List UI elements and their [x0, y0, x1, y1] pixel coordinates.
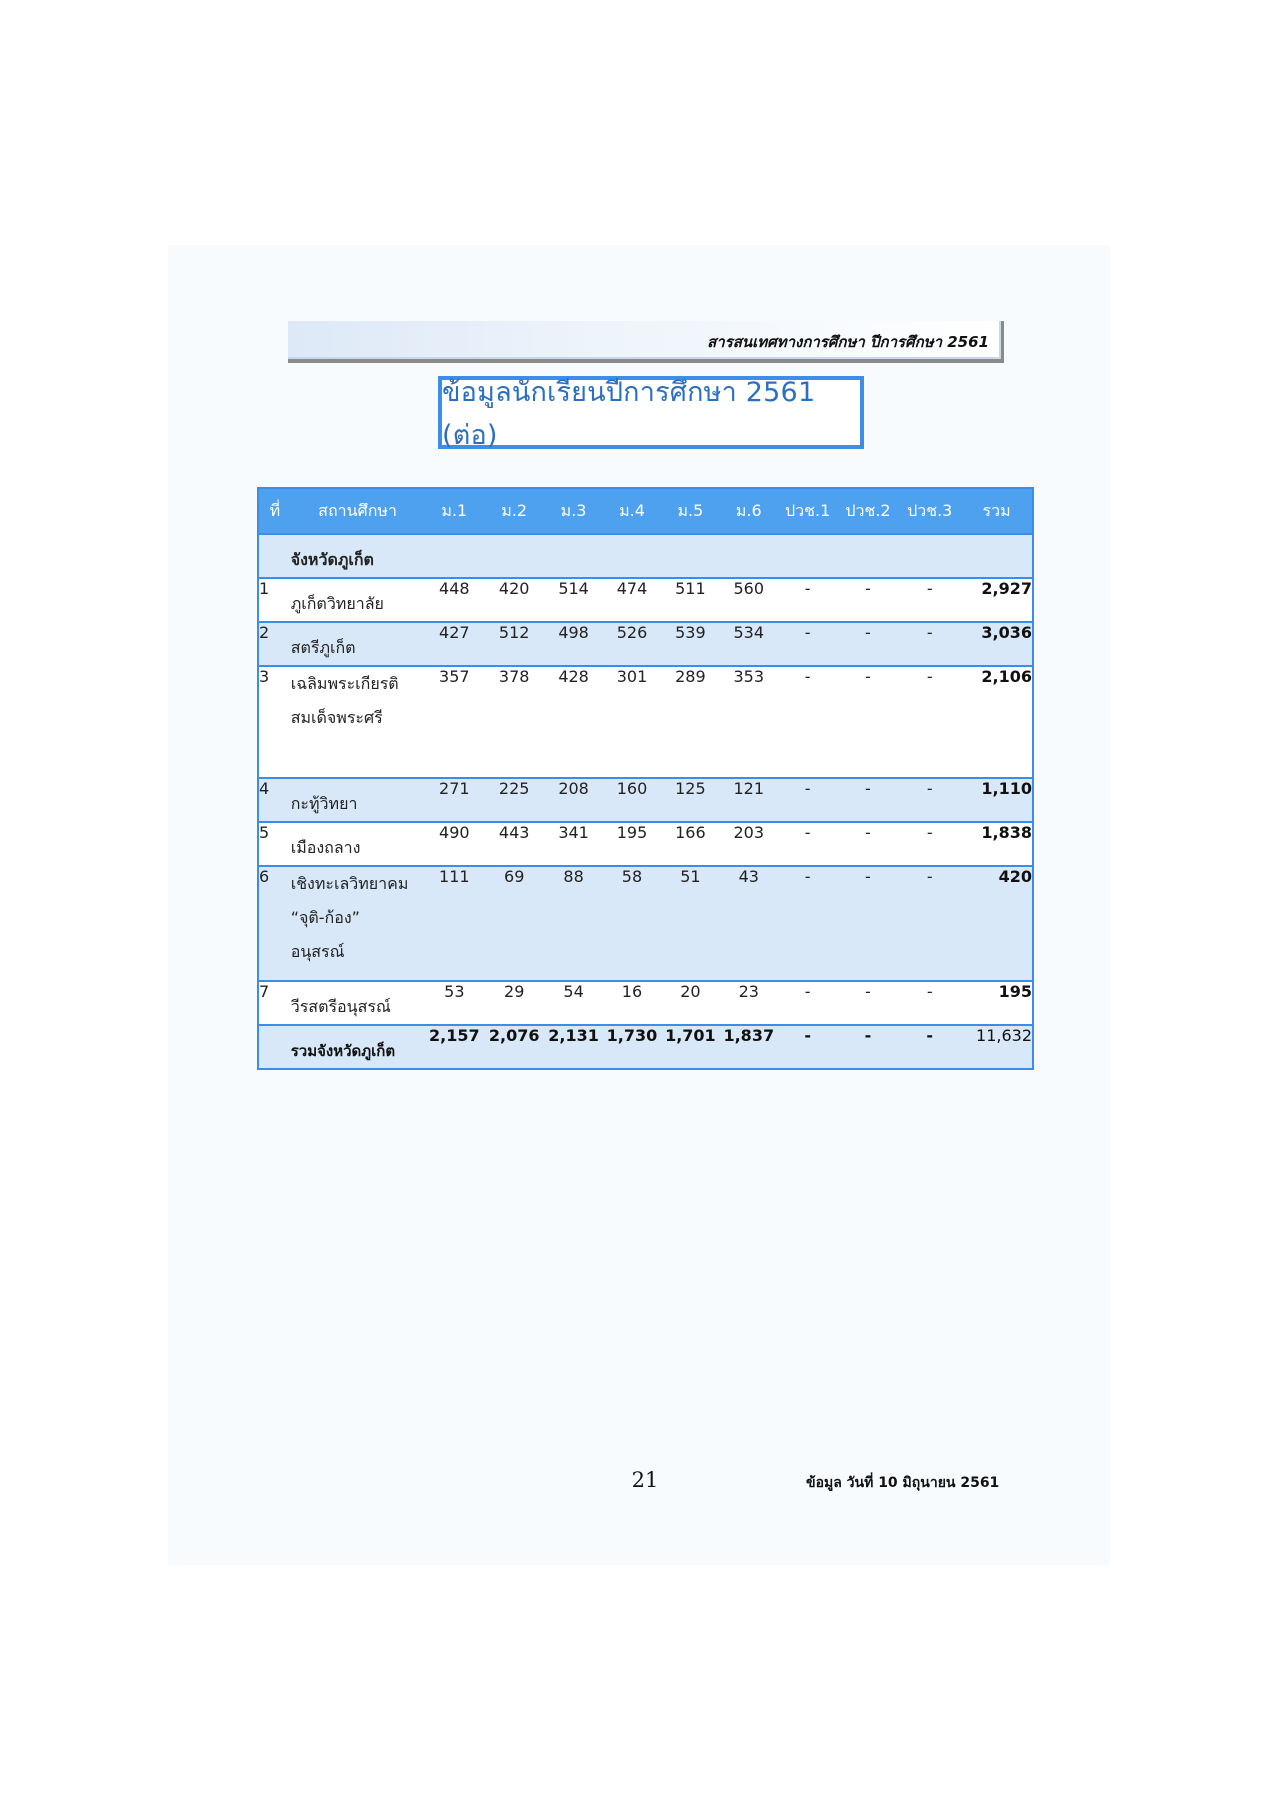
page-title: ข้อมูลนักเรียนปีการศึกษา 2561 (ต่อ)	[442, 376, 816, 451]
cell-m6: 353	[720, 666, 778, 778]
cell-m2: 69	[484, 866, 544, 981]
cell-m1: 490	[424, 822, 484, 866]
cell-m2: 420	[484, 578, 544, 622]
cell-total: 3,036	[961, 622, 1033, 666]
school-name: สตรีภูเก็ต	[291, 622, 425, 666]
cell-m5: 166	[661, 822, 720, 866]
cell-m3: 498	[544, 622, 603, 666]
cell-m3: 208	[544, 778, 603, 822]
total-v3: -	[898, 1025, 961, 1069]
cell-v1: -	[778, 822, 838, 866]
cell-m4: 195	[603, 822, 661, 866]
data-date-note: ข้อมูล วันที่ 10 มิถุนายน 2561	[806, 1475, 1000, 1491]
cell-m4: 474	[603, 578, 661, 622]
col-header-m1: ม.1	[424, 488, 484, 534]
cell-m6: 560	[720, 578, 778, 622]
cell-v1: -	[778, 622, 838, 666]
running-header-text: สารสนเทศทางการศึกษา ปีการศึกษา 2561	[707, 333, 989, 351]
cell-total: 1,110	[961, 778, 1033, 822]
school-name: กะทู้วิทยา	[291, 778, 425, 822]
table-row	[258, 866, 1033, 981]
table-row	[258, 578, 1033, 622]
col-header-school: สถานศึกษา	[291, 488, 425, 534]
cell-m3: 88	[544, 866, 603, 981]
table-row	[258, 622, 1033, 666]
cell-m1: 111	[424, 866, 484, 981]
cell-m3: 341	[544, 822, 603, 866]
cell-m5: 539	[661, 622, 720, 666]
cell-v1: -	[778, 981, 838, 1025]
cell-m1: 427	[424, 622, 484, 666]
school-name-line: เชิงทะเลวิทยาคม	[290, 874, 409, 893]
school-name: ภูเก็ตวิทยาลัย	[291, 578, 425, 622]
cell-m6: 43	[720, 866, 778, 981]
row-no: 2	[258, 622, 291, 666]
running-header	[288, 321, 1004, 363]
col-header-v2: ปวช.2	[838, 488, 899, 534]
table-row	[258, 666, 1033, 778]
page-number: 21	[631, 1468, 659, 1492]
table-row	[258, 778, 1033, 822]
cell-m6: 23	[720, 981, 778, 1025]
school-name: วีรสตรีอนุสรณ์	[291, 981, 425, 1025]
total-v2: -	[838, 1025, 899, 1069]
cell-total: 195	[961, 981, 1033, 1025]
row-no: 4	[258, 778, 291, 822]
total-m4: 1,730	[603, 1025, 661, 1069]
student-data-table	[257, 487, 1034, 1070]
province-name: จังหวัดภูเก็ต	[291, 534, 1033, 578]
cell-v1: -	[778, 666, 838, 778]
cell-v3: -	[898, 866, 961, 981]
cell-m1: 448	[424, 578, 484, 622]
cell-m5: 51	[661, 866, 720, 981]
cell-m2: 378	[484, 666, 544, 778]
cell-v2: -	[838, 778, 899, 822]
cell-m1: 357	[424, 666, 484, 778]
cell-v2: -	[838, 578, 899, 622]
cell-v3: -	[898, 622, 961, 666]
col-header-m3: ม.3	[544, 488, 603, 534]
cell-v3: -	[898, 578, 961, 622]
cell-v2: -	[838, 666, 899, 778]
cell-total: 1,838	[961, 822, 1033, 866]
col-header-v1: ปวช.1	[778, 488, 838, 534]
cell-m2: 512	[484, 622, 544, 666]
province-row	[258, 534, 1033, 578]
cell-m4: 16	[603, 981, 661, 1025]
cell-v1: -	[778, 866, 838, 981]
table-row	[258, 822, 1033, 866]
cell-m4: 301	[603, 666, 661, 778]
row-no: 3	[258, 666, 291, 778]
cell-m2: 225	[484, 778, 544, 822]
col-header-m4: ม.4	[603, 488, 661, 534]
cell-m6: 203	[720, 822, 778, 866]
cell-m5: 289	[661, 666, 720, 778]
school-name-line: สมเด็จพระศรี	[290, 708, 383, 727]
total-m5: 1,701	[661, 1025, 720, 1069]
cell-m3: 54	[544, 981, 603, 1025]
row-no: 6	[258, 866, 291, 981]
cell-m2: 443	[484, 822, 544, 866]
cell-total: 2,106	[961, 666, 1033, 778]
cell-m1: 271	[424, 778, 484, 822]
cell-m3: 514	[544, 578, 603, 622]
cell-v3: -	[898, 778, 961, 822]
cell-m4: 526	[603, 622, 661, 666]
row-no: 7	[258, 981, 291, 1025]
table-row	[258, 981, 1033, 1025]
cell-v2: -	[838, 866, 899, 981]
row-no: 5	[258, 822, 291, 866]
total-m3: 2,131	[544, 1025, 603, 1069]
cell-v1: -	[778, 578, 838, 622]
total-label: รวมจังหวัดภูเก็ต	[291, 1025, 425, 1069]
total-m6: 1,837	[720, 1025, 778, 1069]
cell-m1: 53	[424, 981, 484, 1025]
cell-m4: 160	[603, 778, 661, 822]
total-m1: 2,157	[424, 1025, 484, 1069]
total-row	[258, 1025, 1033, 1069]
cell-v2: -	[838, 981, 899, 1025]
col-header-m2: ม.2	[484, 488, 544, 534]
col-header-m6: ม.6	[720, 488, 778, 534]
cell-v2: -	[838, 622, 899, 666]
total-sum: 11,632	[961, 1025, 1033, 1069]
cell-total: 2,927	[961, 578, 1033, 622]
cell-m5: 511	[661, 578, 720, 622]
school-name: เมืองถลาง	[291, 822, 425, 866]
cell-m5: 20	[661, 981, 720, 1025]
cell-m6: 121	[720, 778, 778, 822]
school-name	[291, 666, 425, 778]
cell-m2: 29	[484, 981, 544, 1025]
school-name-line: “จุติ-ก้อง”	[290, 908, 360, 927]
cell-m4: 58	[603, 866, 661, 981]
cell-v3: -	[898, 666, 961, 778]
cell-v3: -	[898, 822, 961, 866]
cell-v2: -	[838, 822, 899, 866]
col-header-m5: ม.5	[661, 488, 720, 534]
cell-m5: 125	[661, 778, 720, 822]
cell-m3: 428	[544, 666, 603, 778]
cell-m6: 534	[720, 622, 778, 666]
school-name	[291, 866, 425, 981]
cell-v3: -	[898, 981, 961, 1025]
page-title-box	[438, 376, 864, 449]
school-name-line: เฉลิมพระเกียรติ	[290, 674, 399, 693]
table-header-row	[258, 488, 1033, 534]
col-header-v3: ปวช.3	[898, 488, 961, 534]
school-name-line: อนุสรณ์	[290, 942, 345, 961]
total-v1: -	[778, 1025, 838, 1069]
col-header-total: รวม	[961, 488, 1033, 534]
row-no: 1	[258, 578, 291, 622]
col-header-no: ที่	[258, 488, 291, 534]
cell-v1: -	[778, 778, 838, 822]
total-m2: 2,076	[484, 1025, 544, 1069]
cell-total: 420	[961, 866, 1033, 981]
